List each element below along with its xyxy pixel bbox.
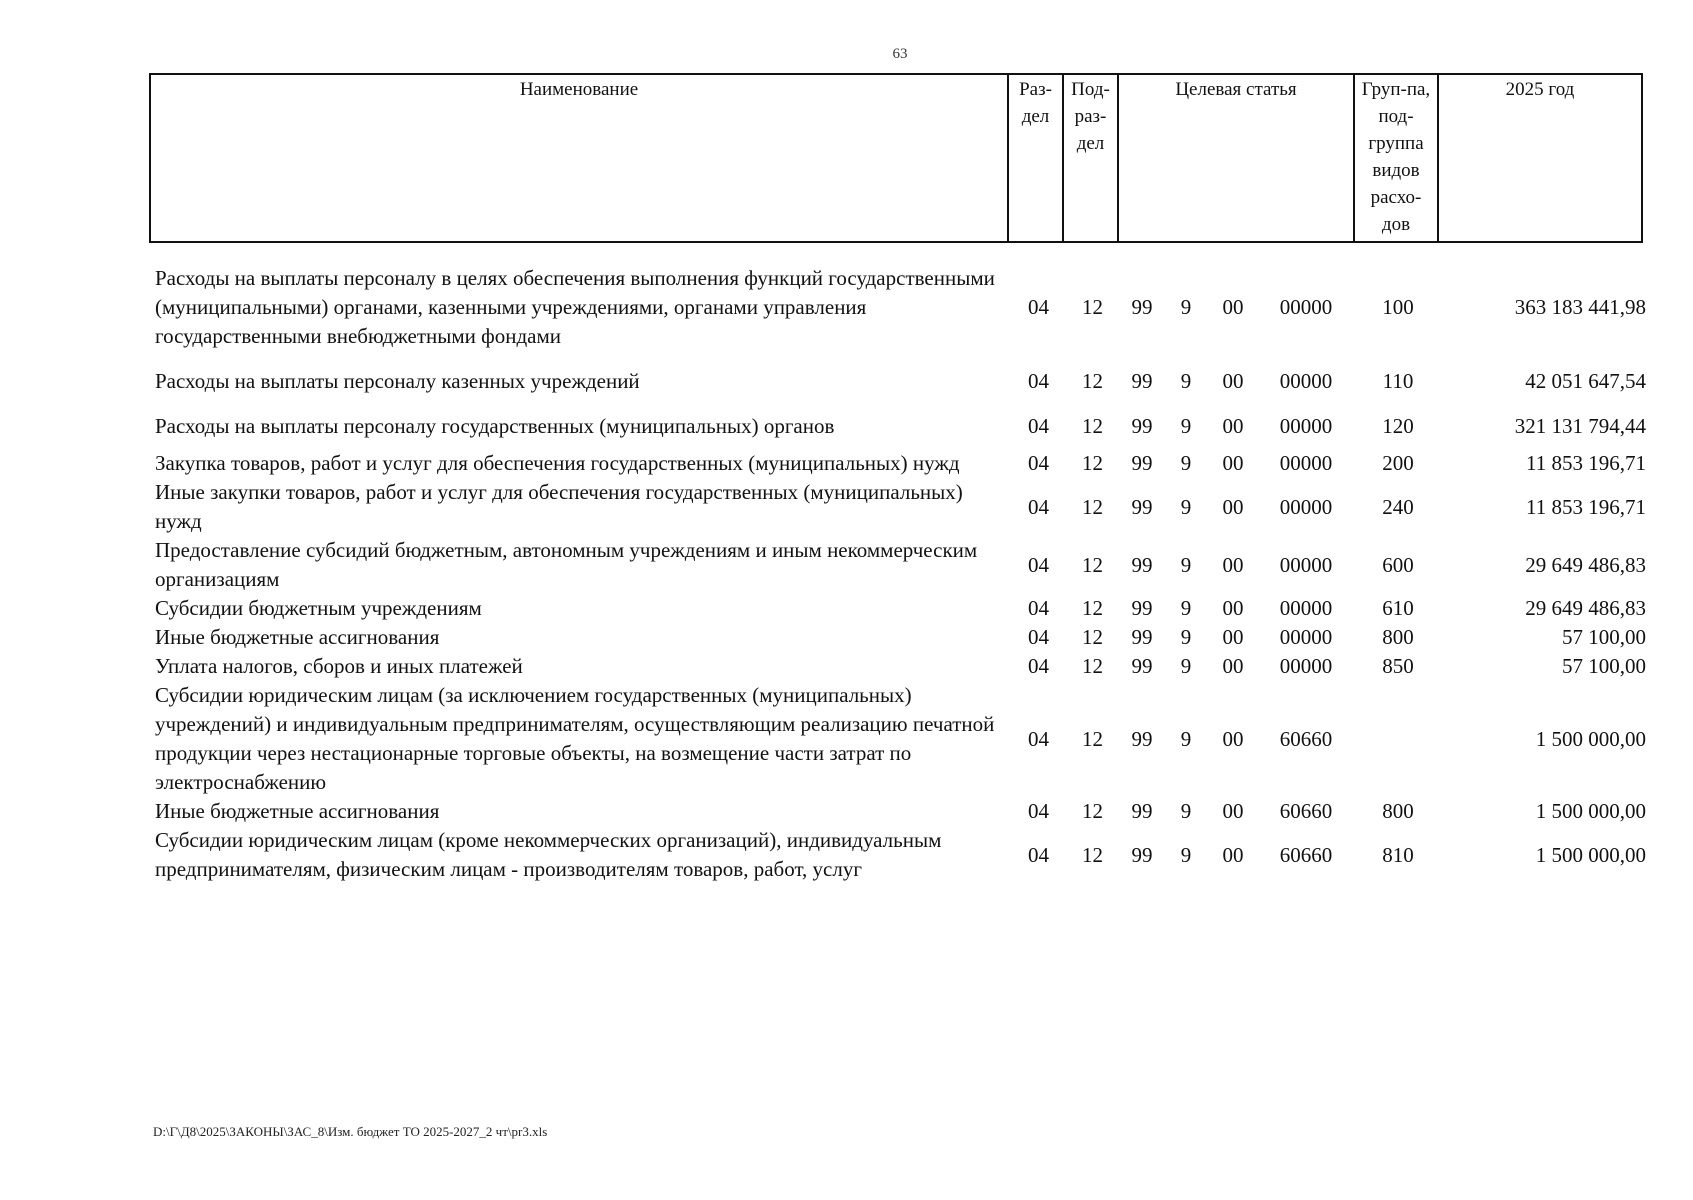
table-row (149, 449, 1649, 478)
row-expense-group: 200 (1382, 451, 1414, 475)
row-amount: 42 051 647,54 (1525, 369, 1646, 393)
table-row (149, 256, 1649, 359)
row-target-program: 99 (1131, 726, 1153, 751)
header-subsection: Под-раз-дел (1063, 74, 1118, 242)
row-target-subprogram: 9 (1180, 625, 1192, 649)
table-row (149, 478, 1649, 536)
row-amount: 11 853 196,71 (1526, 451, 1646, 475)
row-expense-group: 600 (1382, 552, 1414, 577)
row-expense-group: 850 (1382, 654, 1414, 678)
row-target-program: 99 (1131, 799, 1153, 823)
budget-table (149, 256, 1649, 884)
row-target-subprogram: 9 (1180, 726, 1192, 751)
row-subsection: 12 (1082, 625, 1103, 649)
row-section: 04 (1028, 451, 1049, 475)
row-target-subprogram: 9 (1180, 842, 1192, 867)
table-row (149, 404, 1649, 449)
row-subsection: 12 (1082, 451, 1103, 475)
row-target-direction: 00000 (1279, 451, 1333, 475)
row-target-subprogram: 9 (1180, 494, 1192, 519)
row-expense-group: 610 (1382, 596, 1414, 620)
table-row (149, 797, 1649, 826)
row-target-direction: 00000 (1279, 494, 1333, 519)
header-section: Раз-дел (1008, 74, 1063, 242)
row-target-program: 99 (1131, 654, 1153, 678)
row-section: 04 (1028, 799, 1049, 823)
row-subsection: 12 (1082, 799, 1103, 823)
row-target-direction: 00000 (1279, 625, 1333, 649)
header-group: Груп-па, под-группа видов расхо-дов (1354, 74, 1438, 242)
row-expense-group (1353, 681, 1443, 797)
row-amount: 1 500 000,00 (1535, 799, 1646, 823)
header-target: Целевая статья (1118, 74, 1354, 242)
row-target-direction: 60660 (1279, 842, 1333, 867)
row-target-subprogram: 9 (1180, 596, 1192, 620)
row-target-main: 00 (1222, 552, 1244, 577)
row-target-main: 00 (1222, 369, 1244, 393)
row-name: Иные бюджетные ассигнования (155, 625, 440, 649)
row-target-program: 99 (1131, 414, 1153, 438)
row-amount: 57 100,00 (1562, 654, 1646, 678)
row-section: 04 (1028, 414, 1049, 438)
row-name: Уплата налогов, сборов и иных платежей (155, 654, 523, 678)
row-section: 04 (1028, 369, 1049, 393)
row-subsection: 12 (1082, 596, 1103, 620)
row-target-subprogram: 9 (1180, 654, 1192, 678)
row-name: Расходы на выплаты персоналу государственных (муниципальных) органов (155, 414, 835, 438)
row-section: 04 (1028, 654, 1049, 678)
row-target-program: 99 (1131, 552, 1153, 577)
row-expense-group: 110 (1382, 369, 1414, 393)
row-expense-group: 120 (1382, 414, 1414, 438)
row-target-direction: 60660 (1279, 799, 1333, 823)
row-target-direction: 00000 (1279, 369, 1333, 393)
row-subsection: 12 (1082, 726, 1103, 751)
row-target-direction: 00000 (1279, 654, 1333, 678)
row-target-main: 00 (1222, 494, 1244, 519)
table-header (149, 73, 1643, 243)
row-target-direction: 00000 (1279, 596, 1333, 620)
row-subsection: 12 (1082, 842, 1103, 867)
row-target-main: 00 (1222, 842, 1244, 867)
row-target-direction: 00000 (1279, 552, 1333, 577)
row-section: 04 (1028, 552, 1049, 577)
row-section: 04 (1028, 625, 1049, 649)
row-amount: 29 649 486,83 (1525, 552, 1646, 577)
row-expense-group: 240 (1382, 494, 1414, 519)
row-subsection: 12 (1082, 414, 1103, 438)
row-amount: 11 853 196,71 (1526, 494, 1646, 519)
row-name: Субсидии юридическим лицам (за исключением государственных (муниципальных) учреждений) и индивидуальным предпринимателям, осуществляющим реализацию печатной продукции через нестационарные торговые объекты, на возмещение части затрат по электроснабжению (155, 683, 995, 794)
row-target-main: 00 (1222, 596, 1244, 620)
row-subsection: 12 (1082, 494, 1103, 519)
table-row (149, 681, 1649, 797)
header-name: Наименование (150, 74, 1008, 242)
row-target-subprogram: 9 (1180, 414, 1192, 438)
row-section: 04 (1028, 842, 1049, 867)
row-amount: 363 183 441,98 (1514, 295, 1646, 319)
row-target-program: 99 (1131, 625, 1153, 649)
row-section: 04 (1028, 596, 1049, 620)
row-subsection: 12 (1082, 369, 1103, 393)
row-target-main: 00 (1222, 414, 1244, 438)
row-target-direction: 00000 (1279, 414, 1333, 438)
row-target-main: 00 (1222, 726, 1244, 751)
header-year: 2025 год (1438, 74, 1642, 242)
row-expense-group: 100 (1382, 295, 1414, 319)
row-name: Иные бюджетные ассигнования (155, 799, 440, 823)
row-name: Иные закупки товаров, работ и услуг для обеспечения государственных (муниципальных) нужд (155, 480, 963, 533)
table-row (149, 359, 1649, 404)
row-target-direction: 60660 (1279, 726, 1333, 751)
row-section: 04 (1028, 295, 1049, 319)
row-target-subprogram: 9 (1180, 451, 1192, 475)
row-amount: 1 500 000,00 (1535, 842, 1646, 867)
row-name: Расходы на выплаты персоналу казенных учреждений (155, 369, 640, 393)
row-target-main: 00 (1222, 654, 1244, 678)
row-expense-group: 810 (1382, 842, 1414, 867)
row-amount: 57 100,00 (1562, 625, 1646, 649)
row-expense-group: 800 (1382, 799, 1414, 823)
row-section: 04 (1028, 494, 1049, 519)
row-target-subprogram: 9 (1180, 552, 1192, 577)
table-row (149, 594, 1649, 623)
row-name: Субсидии юридическим лицам (кроме некоммерческих организаций), индивидуальным предпринимателям, физическим лицам - производителям товаров, работ, услуг (155, 828, 942, 881)
row-target-main: 00 (1222, 625, 1244, 649)
row-target-main: 00 (1222, 799, 1244, 823)
table-row (149, 623, 1649, 652)
row-name: Субсидии бюджетным учреждениям (155, 596, 482, 620)
table-row (149, 652, 1649, 681)
row-name: Предоставление субсидий бюджетным, автономным учреждениям и иным некоммерческим организациям (155, 538, 978, 591)
row-target-program: 99 (1131, 451, 1153, 475)
row-name: Закупка товаров, работ и услуг для обеспечения государственных (муниципальных) нужд (155, 451, 960, 475)
page-number: 63 (892, 46, 908, 62)
row-subsection: 12 (1082, 654, 1103, 678)
row-subsection: 12 (1082, 552, 1103, 577)
table-row (149, 536, 1649, 594)
file-path: D:\Г\Д8\2025\ЗАКОНЫ\ЗАС_8\Изм. бюджет ТО 2025-2027_2 чт\pr3.xls (153, 1124, 548, 1139)
row-amount: 321 131 794,44 (1514, 414, 1646, 438)
row-target-direction: 00000 (1279, 295, 1333, 319)
row-name: Расходы на выплаты персоналу в целях обеспечения выполнения функций государственными (муниципальными) органами, казенными учреждениями, органами управления государственными внебюджетными фондами (155, 266, 995, 348)
row-expense-group: 800 (1382, 625, 1414, 649)
row-target-subprogram: 9 (1180, 295, 1192, 319)
row-subsection: 12 (1082, 295, 1103, 319)
table-row (149, 826, 1649, 884)
row-amount: 29 649 486,83 (1525, 596, 1646, 620)
row-target-subprogram: 9 (1180, 369, 1192, 393)
row-section: 04 (1028, 726, 1049, 751)
row-target-program: 99 (1131, 494, 1153, 519)
row-target-main: 00 (1222, 295, 1244, 319)
row-target-main: 00 (1222, 451, 1244, 475)
row-target-program: 99 (1131, 596, 1153, 620)
row-target-program: 99 (1131, 295, 1153, 319)
row-target-subprogram: 9 (1180, 799, 1192, 823)
row-target-program: 99 (1131, 369, 1153, 393)
row-amount: 1 500 000,00 (1535, 726, 1646, 751)
row-target-program: 99 (1131, 842, 1153, 867)
